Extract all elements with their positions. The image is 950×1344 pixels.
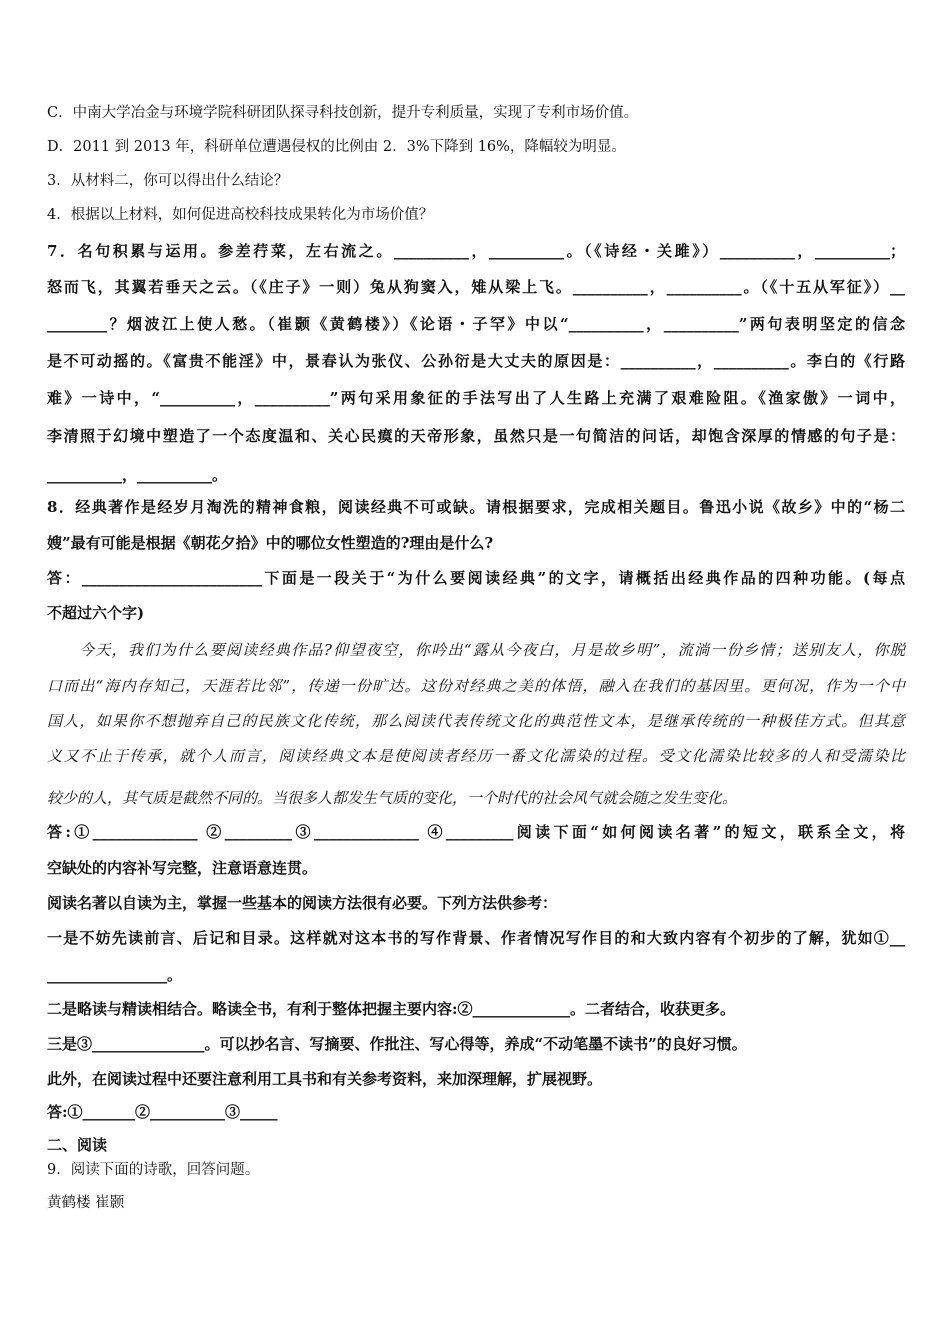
reading-intro: 阅读名著以自读为主，掌握一些基本的阅读方法很有必要。下列方法供参考： — [47, 894, 558, 912]
passage-line-2: 口而出“海内存知己，天涯若比邻”，传递一份旷达。这份对经典之美的体悟，融入在我们的基因里。更何况，作为一个中 — [47, 677, 905, 695]
passage-line-4: 义又不止于传承，就个人而言，阅读经典文本是使阅读者经历一番文化濡染的过程。受文化濡染比较多的人和受濡染比 — [47, 747, 905, 765]
passage-line-5: 较少的人，其气质是截然不同的。当很多人都发生气质的变化，一个时代的社会风气就会随之发生变化。 — [47, 789, 738, 807]
question-7-line-2: 怒而飞，其翼若垂天之云。（《庄子》一则）兔从狗窦入，雉从梁上飞。__________，__________。（《十五从军征》）__ — [47, 278, 905, 296]
option-d: D．2011 到 2013 年，科研单位遭遇侵权的比例由 2．3%下降到 16%，降幅较为明显。 — [47, 139, 626, 155]
question-7-line-6: 李清照于幻境中塑造了一个态度温和、关心民瘼的天帝形象，虽然只是一句简洁的问话，却饱含深厚的情感的句子是： — [47, 427, 905, 445]
reading-method-2: 二是略读与精读相结合。略读全书，有利于整体把握主要内容:②_____________。二者结合，收获更多。 — [47, 1000, 736, 1018]
reading-method-1-cont: ________________。 — [47, 966, 183, 984]
question-7-line-4: 是不可动摇的。《富贵不能淫》中，景春认为张仪、公孙衍是大丈夫的原因是：__________，__________。李白的《行路 — [47, 352, 905, 370]
reading-method-3: 三是③_______________。可以抄名言、写摘要、作批注、写心得等，养成“不动笔墨不读书”的良好习惯。 — [47, 1035, 747, 1053]
question-3: 3．从材料二，你可以得出什么结论？ — [47, 173, 289, 189]
question-7-line-7: __________，__________。 — [47, 466, 228, 484]
option-c: C．中南大学冶金与环境学院科研团队探寻科技创新，提升专利质量，实现了专利市场价值。 — [47, 105, 639, 121]
reading-answer: 答:①_______②__________③_____ — [47, 1103, 278, 1121]
question-8-answer-line-2: 不超过六个字) — [47, 604, 145, 622]
reading-instruction: 空缺处的内容补写完整，注意语意连贯。 — [47, 859, 318, 877]
question-7-line-5: 难》一诗中，“__________，__________”两句采用象征的手法写出了人生路上充满了艰难险阻。《渔家傲》一词中， — [47, 389, 905, 407]
reading-answer-line: 答:①______________ ②_________③______________ ④_________阅读下面“如何阅读名著”的短文，联系全文，将 — [47, 823, 905, 841]
question-8-answer-line: 答：________________________下面是一段关于“为什么要阅读经典”的文字，请概括出经典作品的四种功能。(每点 — [47, 569, 905, 587]
poem-title: 黄鹤楼 崔颢 — [47, 1195, 125, 1211]
question-8-line-1: 8．经典著作是经岁月淘洗的精神食粮，阅读经典不可或缺。请根据要求，完成相关题目。鲁迅小说《故乡》中的“杨二 — [47, 498, 905, 516]
reading-extra: 此外，在阅读过程中还要注意利用工具书和有关参考资料，来加深理解，扩展视野。 — [47, 1070, 603, 1088]
passage-line-3: 国人，如果你不想抛弃自己的民族文化传统，那么阅读代表传统文化的典范性文本，是继承传统的一种极佳方式。但其意 — [47, 712, 905, 730]
question-8-line-2: 嫂”最有可能是根据《朝花夕拾》中的哪位女性塑造的?理由是什么? — [47, 534, 494, 552]
question-7-line-3: ________？烟波江上使人愁。（崔颢《黄鹤楼》）《论语・子罕》中以“__________，__________”两句表明坚定的信念 — [47, 315, 905, 333]
question-7-line-1: 7．名句积累与运用。参差荇菜，左右流之。__________，__________。（《诗经・关雎》）__________，__________； — [47, 242, 905, 260]
reading-method-1: 一是不妨先读前言、后记和目录。这样就对这本书的写作背景、作者情况写作目的和大致内容有个初步的了解，犹如①__ — [47, 929, 905, 947]
question-9: 9．阅读下面的诗歌，回答问题。 — [47, 1162, 260, 1178]
question-4: 4．根据以上材料，如何促进高校科技成果转化为市场价值？ — [47, 207, 434, 223]
passage-line-1: 今天，我们为什么要阅读经典作品?仰望夜空，你吟出“露从今夜白，月是故乡明”，流淌一份乡情；送别友人，你脱 — [79, 641, 905, 659]
section-heading: 二、阅读 — [47, 1136, 108, 1154]
